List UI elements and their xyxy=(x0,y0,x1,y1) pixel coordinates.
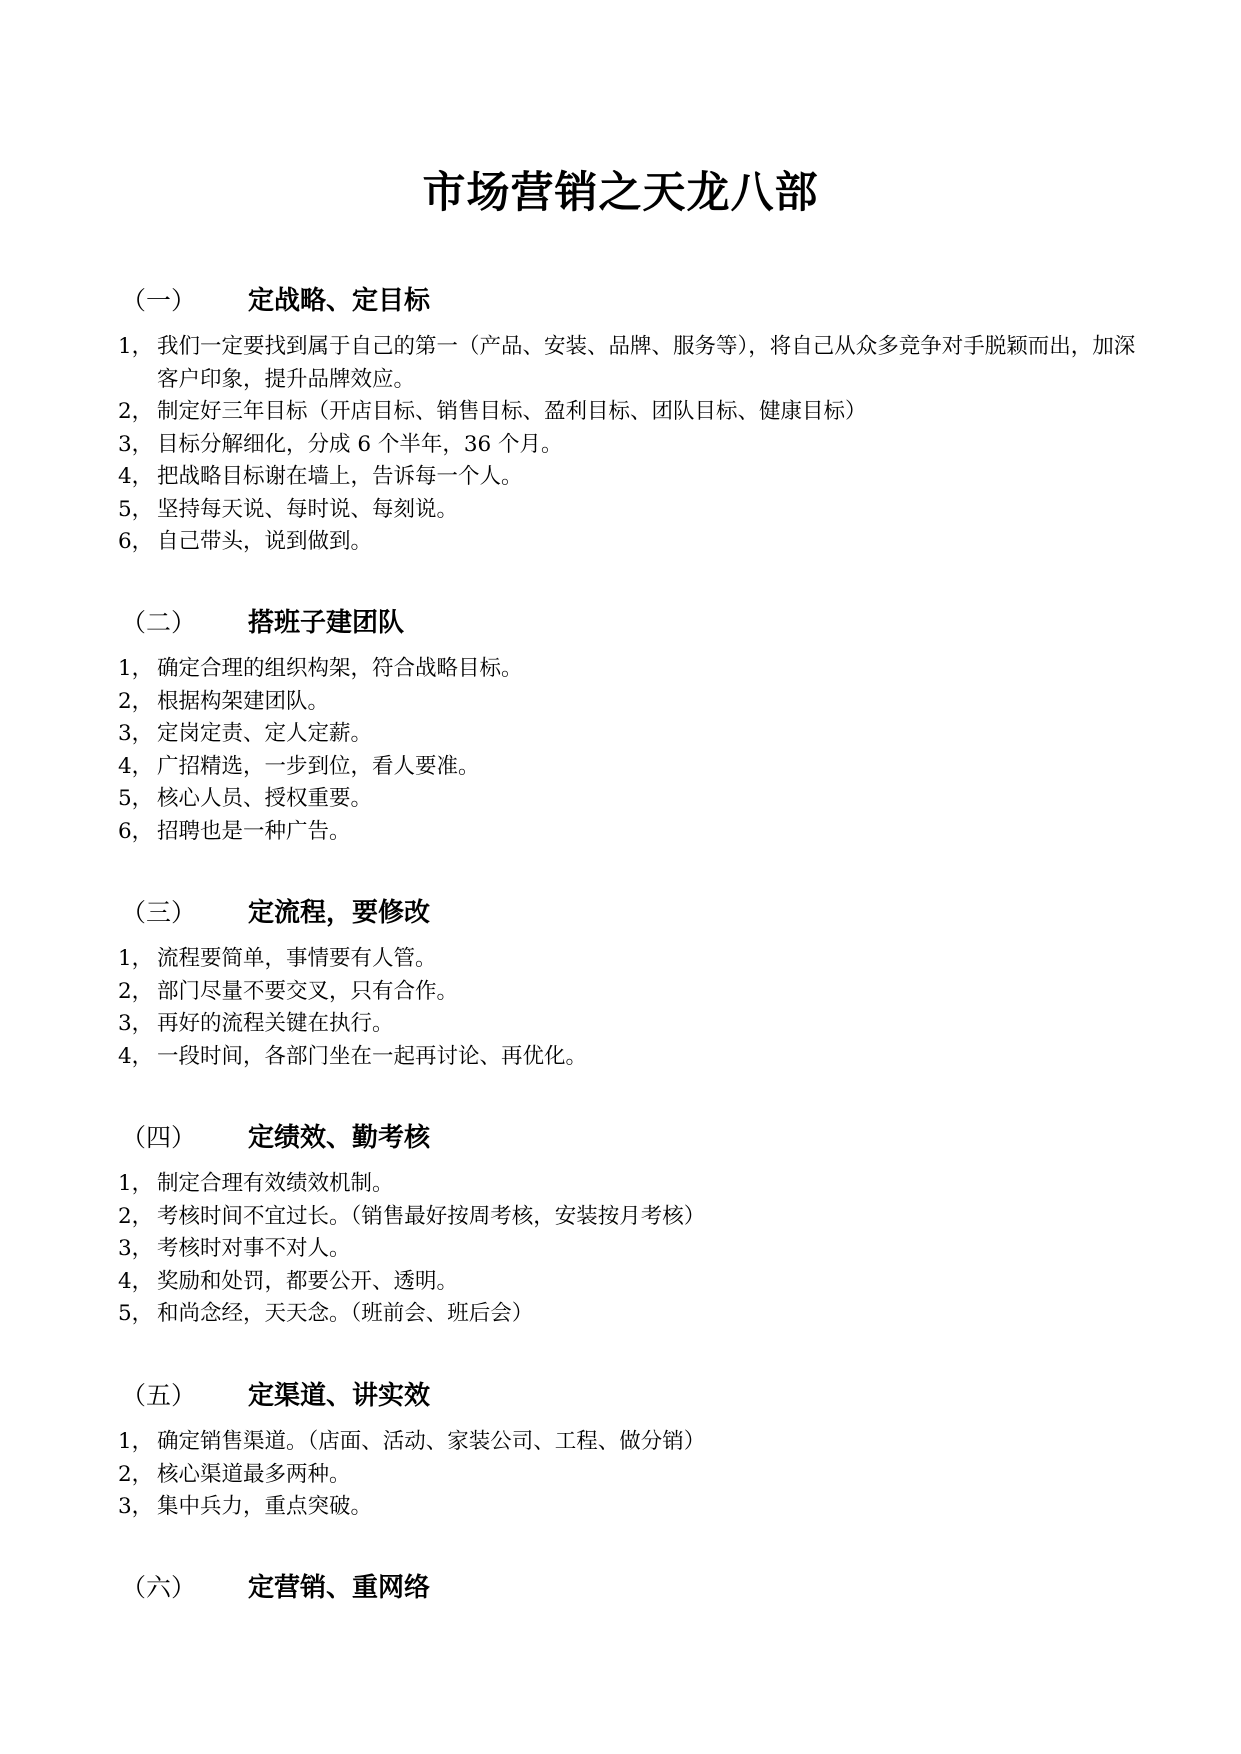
item-number: 3， xyxy=(118,1236,154,1261)
section-list xyxy=(0,943,1241,1073)
section-4 xyxy=(0,1118,1241,1331)
item-number: 5， xyxy=(118,496,154,522)
item-number: 2， xyxy=(118,399,154,424)
item-number: 1， xyxy=(118,946,154,971)
list-item xyxy=(0,976,1241,1009)
item-number: 4， xyxy=(118,753,154,779)
section-title: 定战略、定目标 xyxy=(248,286,431,316)
item-text: 把战略目标谢在墙上，告诉每一个人。 xyxy=(157,464,523,489)
section-list xyxy=(0,653,1241,848)
section-number: （二） xyxy=(121,608,197,637)
section-title: 搭班子建团队 xyxy=(248,608,405,638)
item-text: 再好的流程关键在执行。 xyxy=(157,1011,394,1036)
list-item xyxy=(0,783,1241,816)
item-number: 1， xyxy=(118,656,154,681)
item-text: 招聘也是一种广告。 xyxy=(157,818,351,844)
item-text: 自己带头，说到做到。 xyxy=(157,529,373,554)
item-number: 2， xyxy=(118,978,154,1004)
item-text: 广招精选，一步到位，看人要准。 xyxy=(157,753,480,779)
list-item xyxy=(0,686,1241,719)
section-heading xyxy=(0,1376,1241,1416)
item-number: 2， xyxy=(118,1461,154,1487)
section-number: （一） xyxy=(121,286,197,315)
list-item xyxy=(0,1426,1241,1459)
section-number: （五） xyxy=(121,1381,197,1410)
list-item xyxy=(0,331,1241,396)
list-item xyxy=(0,461,1241,494)
section-number: （三） xyxy=(121,898,197,927)
list-item xyxy=(0,816,1241,849)
item-number: 1， xyxy=(118,334,154,359)
item-number: 5， xyxy=(118,786,154,811)
item-number: 4， xyxy=(118,1268,154,1294)
list-item xyxy=(0,1298,1241,1331)
item-number: 6， xyxy=(118,529,154,554)
item-text: 定岗定责、定人定薪。 xyxy=(157,721,373,746)
page-title: 市场营销之天龙八部 xyxy=(422,168,819,218)
item-number: 3， xyxy=(118,1494,154,1519)
item-text: 制定好三年目标（开店目标、销售目标、盈利目标、团队目标、健康目标） xyxy=(157,399,867,424)
section-heading xyxy=(0,281,1241,321)
item-text: 核心渠道最多两种。 xyxy=(157,1461,351,1487)
section-number: （六） xyxy=(121,1573,197,1602)
list-item xyxy=(0,718,1241,751)
item-number: 3， xyxy=(118,1011,154,1036)
item-number: 3， xyxy=(118,721,154,746)
section-title: 定营销、重网络 xyxy=(248,1573,431,1603)
section-2 xyxy=(0,603,1241,848)
item-text: 一段时间，各部门坐在一起再讨论、再优化。 xyxy=(157,1043,588,1069)
list-item xyxy=(0,1168,1241,1201)
section-heading xyxy=(0,1568,1241,1608)
item-text: 我们一定要找到属于自己的第一（产品、安装、品牌、服务等），将自己从众多竞争对手脱颖而出，加深客户印象，提升品牌效应。 xyxy=(157,334,1136,392)
section-1 xyxy=(0,281,1241,559)
item-text: 和尚念经，天天念。（班前会、班后会） xyxy=(157,1301,534,1326)
section-heading xyxy=(0,603,1241,643)
list-item xyxy=(0,943,1241,976)
item-text: 目标分解细化，分成 6 个半年，36 个月。 xyxy=(157,431,563,457)
item-number: 2， xyxy=(118,1203,154,1229)
section-list xyxy=(0,331,1241,559)
section-heading xyxy=(0,1118,1241,1158)
item-text: 考核时间不宜过长。（销售最好按周考核，安装按月考核） xyxy=(157,1203,706,1229)
list-item xyxy=(0,653,1241,686)
item-number: 5， xyxy=(118,1301,154,1326)
list-item xyxy=(0,1201,1241,1234)
item-text: 部门尽量不要交叉，只有合作。 xyxy=(157,978,459,1004)
list-item xyxy=(0,396,1241,429)
list-item xyxy=(0,494,1241,527)
section-number: （四） xyxy=(121,1123,197,1152)
section-title: 定渠道、讲实效 xyxy=(248,1381,431,1411)
section-title: 定流程，要修改 xyxy=(248,898,431,928)
item-text: 考核时对事不对人。 xyxy=(157,1236,351,1261)
item-number: 4， xyxy=(118,464,154,489)
item-text: 核心人员、授权重要。 xyxy=(157,786,373,811)
item-number: 1， xyxy=(118,1171,154,1196)
item-text: 制定合理有效绩效机制。 xyxy=(157,1171,394,1196)
item-text: 流程要简单，事情要有人管。 xyxy=(157,946,437,971)
list-item xyxy=(0,1008,1241,1041)
item-text: 根据构架建团队。 xyxy=(157,688,330,714)
list-item xyxy=(0,1491,1241,1524)
section-heading xyxy=(0,893,1241,933)
item-number: 4， xyxy=(118,1043,154,1069)
section-list xyxy=(0,1168,1241,1331)
section-6 xyxy=(0,1568,1241,1608)
section-title: 定绩效、勤考核 xyxy=(248,1123,431,1153)
item-number: 1， xyxy=(118,1429,154,1454)
list-item xyxy=(0,1459,1241,1492)
item-text: 奖励和处罚，都要公开、透明。 xyxy=(157,1268,459,1294)
list-item xyxy=(0,429,1241,462)
list-item xyxy=(0,751,1241,784)
item-number: 3， xyxy=(118,431,154,457)
item-text: 集中兵力，重点突破。 xyxy=(157,1494,373,1519)
item-number: 2， xyxy=(118,688,154,714)
list-item xyxy=(0,1041,1241,1074)
list-item xyxy=(0,526,1241,559)
list-item xyxy=(0,1266,1241,1299)
item-text: 坚持每天说、每时说、每刻说。 xyxy=(157,496,459,522)
item-text: 确定销售渠道。（店面、活动、家装公司、工程、做分销） xyxy=(157,1429,706,1454)
list-item xyxy=(0,1233,1241,1266)
section-5 xyxy=(0,1376,1241,1524)
section-3 xyxy=(0,893,1241,1073)
item-text: 确定合理的组织构架，符合战略目标。 xyxy=(157,656,523,681)
section-list xyxy=(0,1426,1241,1524)
item-number: 6， xyxy=(118,818,154,844)
